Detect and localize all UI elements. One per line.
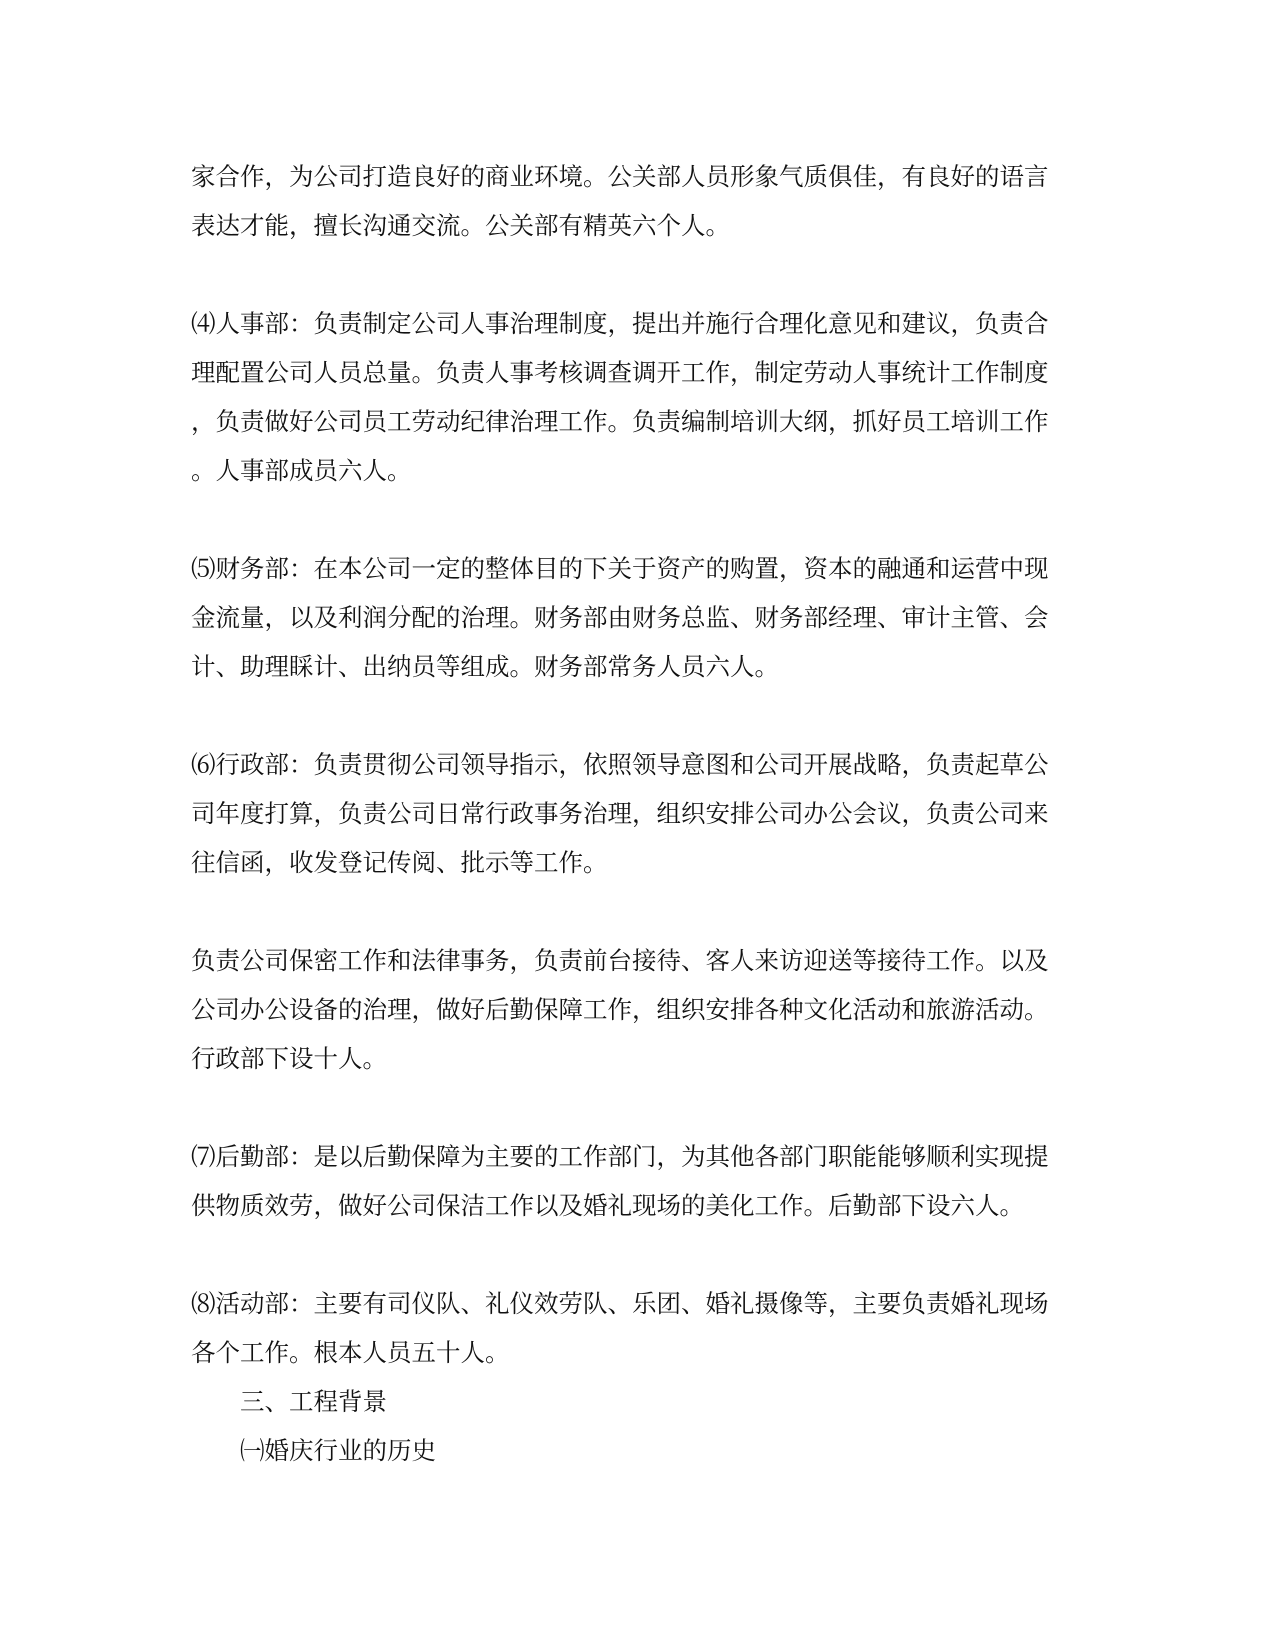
text-line: 供物质效劳，做好公司保洁工作以及婚礼现场的美化工作。后勤部下设六人。	[191, 1191, 1024, 1220]
text-line: 行政部下设十人。	[191, 1044, 387, 1073]
text-line: 金流量，以及利润分配的治理。财务部由财务总监、财务部经理、审计主管、会	[191, 603, 1049, 632]
text-line: 。人事部成员六人。	[191, 456, 412, 485]
text-line: 理配置公司人员总量。负责人事考核调查调开工作，制定劳动人事统计工作制度	[191, 358, 1049, 387]
text-line: ⑺后勤部：是以后勤保障为主要的工作部门，为其他各部门职能能够顺利实现提	[191, 1142, 1049, 1171]
paragraph-admin-department	[191, 740, 1091, 887]
paragraph-logistics-department	[191, 1132, 1091, 1230]
paragraph-events-department	[191, 1279, 1091, 1377]
text-line: 司年度打算，负责公司日常行政事务治理，组织安排公司办公会议，负责公司来	[191, 799, 1049, 828]
text-line: 往信函，收发登记传阅、批示等工作。	[191, 848, 608, 877]
text-line: 各个工作。根本人员五十人。	[191, 1338, 510, 1367]
section-headings	[191, 1377, 1091, 1475]
text-line: 计、助理睬计、出纳员等组成。财务部常务人员六人。	[191, 652, 779, 681]
paragraph-finance-department	[191, 544, 1091, 691]
text-line: ，负责做好公司员工劳动纪律治理工作。负责编制培训大纲，抓好员工培训工作	[191, 407, 1049, 436]
text-line: 公司办公设备的治理，做好后勤保障工作，组织安排各种文化活动和旅游活动。	[191, 995, 1049, 1024]
document-body	[191, 152, 1091, 1475]
section-heading: 三、工程背景	[240, 1387, 387, 1416]
text-line: 家合作，为公司打造良好的商业环境。公关部人员形象气质俱佳，有良好的语言	[191, 162, 1049, 191]
subsection-heading: ㈠婚庆行业的历史	[240, 1436, 436, 1465]
text-line: 表达才能，擅长沟通交流。公关部有精英六个人。	[191, 211, 730, 240]
text-line: 负责公司保密工作和法律事务，负责前台接待、客人来访迎送等接待工作。以及	[191, 946, 1049, 975]
paragraph-hr-department	[191, 299, 1091, 495]
paragraph-pr-department	[191, 152, 1091, 250]
paragraph-admin-duties	[191, 936, 1091, 1083]
text-line: ⑻活动部：主要有司仪队、礼仪效劳队、乐团、婚礼摄像等，主要负责婚礼现场	[191, 1289, 1049, 1318]
text-line: ⑸财务部：在本公司一定的整体目的下关于资产的购置，资本的融通和运营中现	[191, 554, 1049, 583]
text-line: ⑷人事部：负责制定公司人事治理制度，提出并施行合理化意见和建议，负责合	[191, 309, 1049, 338]
text-line: ⑹行政部：负责贯彻公司领导指示，依照领导意图和公司开展战略，负责起草公	[191, 750, 1049, 779]
